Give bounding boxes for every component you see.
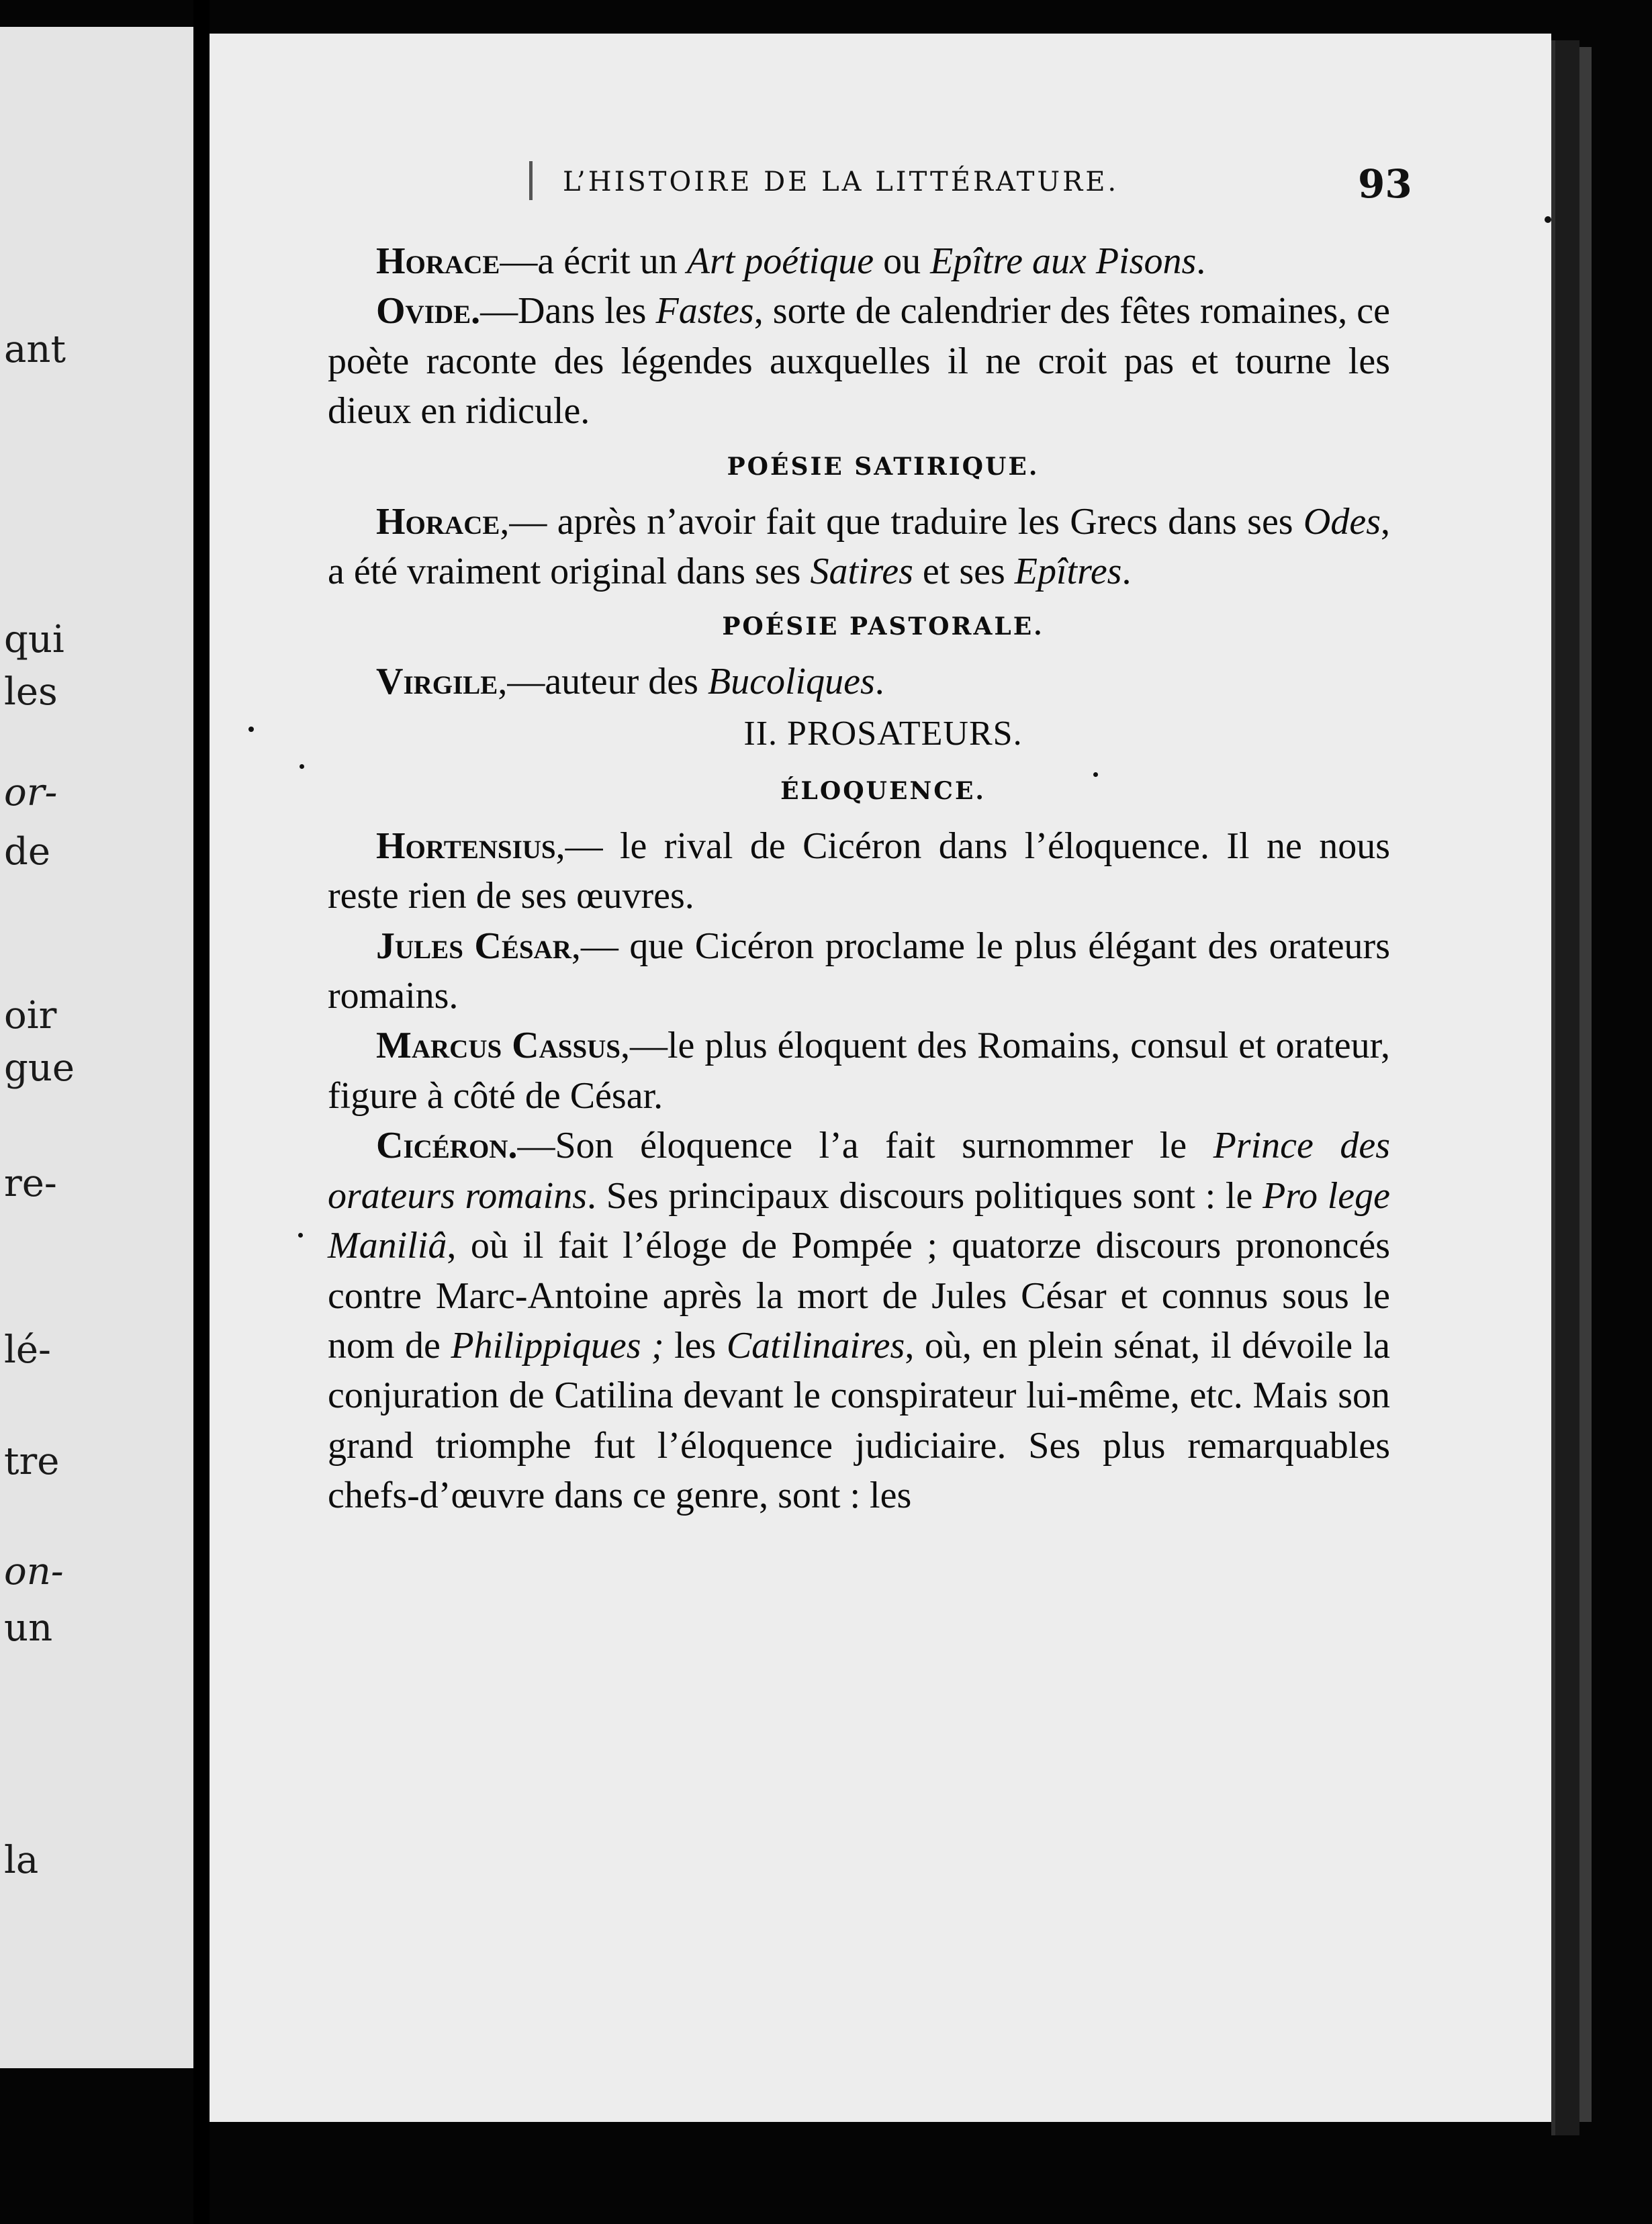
paragraph-jules-cesar — [328, 921, 1390, 1021]
left-fragment: gue — [4, 1046, 75, 1090]
paragraph-hortensius — [328, 821, 1390, 921]
text-run: ,— le rival de Cicéron dans l’éloquence. Il ne nous reste rien de ses œuvres. — [328, 825, 1390, 917]
text-run: —a écrit un — [500, 240, 687, 282]
section-heading-eloquence: ÉLOQUENCE. — [780, 776, 986, 805]
work-title: Satires — [810, 551, 913, 593]
text-run: , où il fait l’éloge de Pompée ; quatorze discours prononcés contre Marc-Antoine après la mort de Jules César et connus sous le nom de — [328, 1225, 1390, 1366]
left-fragment: tre — [4, 1440, 60, 1483]
author-name: Horace — [376, 500, 500, 543]
work-title: Philippiques ; — [451, 1324, 664, 1366]
print-speck — [298, 1233, 303, 1238]
text-run: , a été vraiment original dans ses — [328, 500, 1390, 593]
text-run: . Ses principaux discours politiques sont : le — [587, 1174, 1263, 1217]
author-name: Cicéron. — [376, 1125, 518, 1167]
text-run: —Dans les — [480, 290, 656, 332]
left-fragment: on- — [4, 1550, 64, 1593]
text-run: , où, en plein sénat, il dévoile la conjuration de Catilina devant le conspirateur lui-même, etc. Mais son grand triomphe fut l’éloquence judiciaire. Ses plus remarquables chefs-d’œuvre dans ce genre, sont : les — [328, 1324, 1390, 1517]
author-name: Hortensius — [376, 825, 556, 867]
paragraph-horace-art — [328, 236, 1390, 286]
running-head: L’HISTOIRE DE LA LITTÉRATURE. — [563, 167, 1119, 197]
text-run: ,—auteur des — [498, 661, 708, 703]
page-body — [328, 236, 1390, 1521]
left-fragment: les — [4, 670, 58, 714]
header-rule — [529, 161, 533, 200]
page-edge — [1551, 40, 1579, 2135]
text-run: et ses — [913, 551, 1015, 593]
author-name: Horace — [376, 240, 500, 282]
section-heading-pastorale: POÉSIE PASTORALE. — [722, 612, 1044, 641]
text-run: —Son éloquence l’a fait surnommer le — [517, 1125, 1213, 1167]
facing-page-fragment — [0, 27, 193, 2068]
work-title: Epître aux Pisons — [930, 240, 1197, 282]
work-title: Prince des orateurs romains — [328, 1125, 1390, 1217]
author-name: Jules César — [376, 925, 571, 967]
text-run: ,— que Cicéron proclame le plus élégant des orateurs romains. — [328, 925, 1390, 1017]
text-run: , sorte de calendrier des fêtes romaines, ce poète raconte des légendes auxquelles il ne croit pas et tourne les dieux en ridicule. — [328, 290, 1391, 432]
text-run: . — [1121, 551, 1132, 593]
print-speck — [300, 764, 304, 769]
left-fragment: qui — [4, 618, 64, 661]
left-fragment: lé- — [4, 1328, 51, 1372]
page-number: 93 — [1358, 161, 1412, 207]
author-name: Ovide. — [376, 290, 481, 332]
page-edge-shadow — [1579, 47, 1592, 2122]
print-speck — [248, 727, 254, 732]
work-title: Fastes — [655, 290, 754, 332]
paragraph-virgile — [328, 657, 1390, 706]
left-fragment: de — [4, 830, 50, 874]
text-run: ou — [874, 240, 931, 282]
section-heading-prosateurs: II. PROSATEURS. — [743, 714, 1023, 753]
left-fragment: un — [4, 1606, 53, 1650]
print-speck — [1545, 216, 1551, 223]
work-title: Epîtres — [1014, 551, 1122, 593]
text-run: ,— après n’avoir fait que traduire les Grecs dans ses — [500, 500, 1303, 543]
paragraph-horace-satires — [328, 497, 1390, 597]
left-fragment: re- — [4, 1162, 57, 1205]
left-fragment: ant — [4, 328, 66, 371]
section-heading-satirique: POÉSIE SATIRIQUE. — [727, 452, 1040, 481]
text-run: . — [1196, 240, 1206, 282]
work-title: Bucoliques — [707, 661, 875, 703]
paragraph-ciceron — [328, 1121, 1390, 1520]
author-name: Marcus Cassus — [376, 1025, 621, 1067]
left-fragment: oir — [4, 994, 57, 1037]
work-title: Catilinaires — [726, 1324, 905, 1366]
work-title: Art poétique — [686, 240, 874, 282]
left-fragment: la — [4, 1839, 39, 1882]
book-gutter — [193, 0, 210, 2224]
text-run: . — [874, 661, 884, 703]
work-title: Pro lege Maniliâ — [328, 1174, 1390, 1267]
author-name: Virgile — [376, 661, 498, 703]
paragraph-ovide — [328, 286, 1390, 436]
text-run: ,—le plus éloquent des Romains, consul et orateur, figure à côté de César. — [328, 1025, 1390, 1117]
work-title: Odes — [1303, 500, 1381, 543]
text-run: les — [663, 1324, 727, 1366]
left-fragment: or- — [4, 771, 58, 815]
paragraph-marcus-cassus — [328, 1021, 1390, 1121]
